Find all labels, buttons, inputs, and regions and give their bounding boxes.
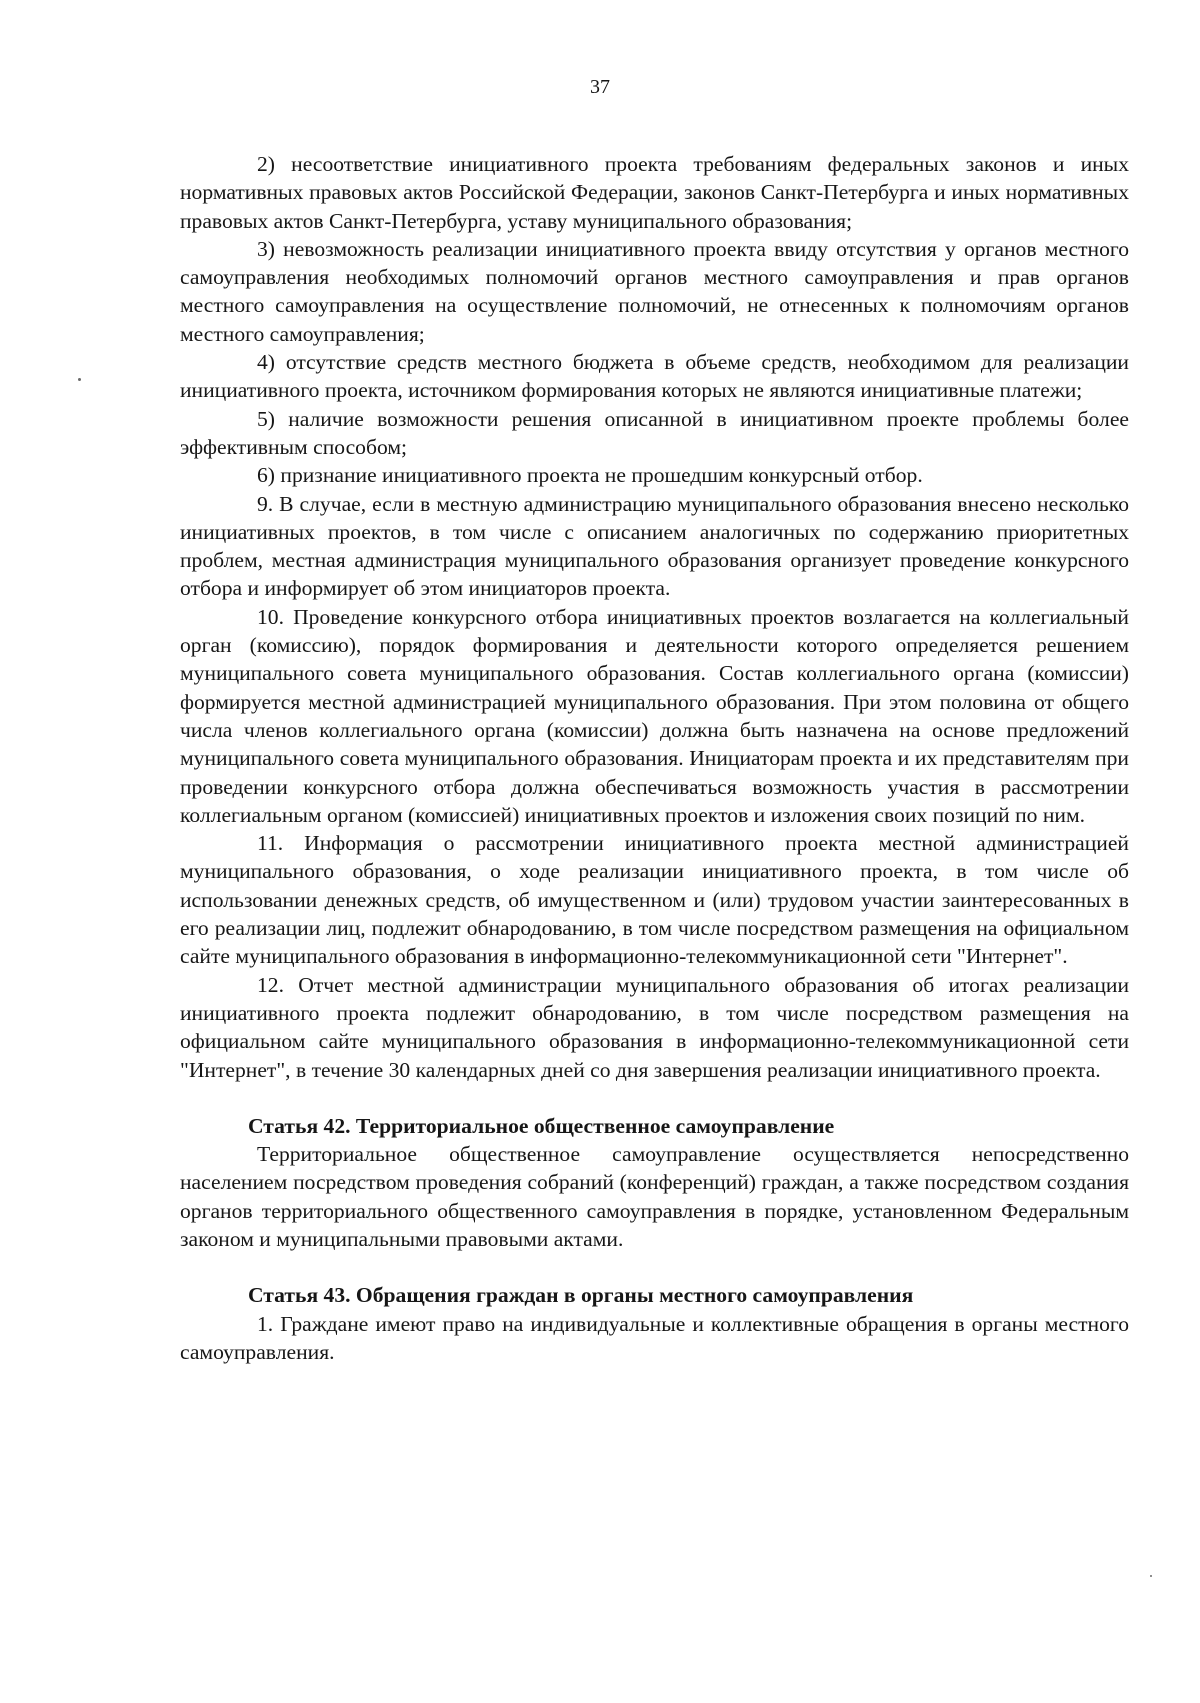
list-item: 4) отсутствие средств местного бюджета в объеме средств, необходимом для реализации инициативного проекта, источником формирования которых не являются инициативные платежи; bbox=[180, 350, 1129, 403]
page-number: 37 bbox=[590, 76, 610, 98]
list-item: 5) наличие возможности решения описанной в инициативном проекте проблемы более эффективным способом; bbox=[180, 406, 1129, 459]
article-43-text: 1. Граждане имеют право на индивидуальные и коллективные обращения в органы местного самоуправления. bbox=[180, 1311, 1129, 1364]
page-body bbox=[180, 150, 1129, 1366]
clause-10: 10. Проведение конкурсного отбора инициативных проектов возлагается на коллегиальный орган (комиссию), порядок формирования и деятельности которого определяется решением муниципального совета муниципального образования. Состав коллегиального органа (комиссии) формируется местной администрацией муниципального образования. При этом половина от общего числа членов коллегиального органа (комиссии) должна быть назначена на основе предложений муниципального совета муниципального образования. Инициаторам проекта и их представителям при проведении конкурсного отбора должна обеспечиваться возможность участия в рассмотрении коллегиальным органом (комиссией) инициативных проектов и изложения своих позиций по ним. bbox=[180, 604, 1129, 827]
article-42-text: Территориальное общественное самоуправление осуществляется непосредственно населением посредством проведения собраний (конференций) граждан, а также посредством создания органов территориального общественного самоуправления в порядке, установленном Федеральным законом и муниципальными правовыми актами. bbox=[180, 1142, 1129, 1251]
scan-speck bbox=[1150, 1575, 1152, 1577]
list-item: 6) признание инициативного проекта не прошедшим конкурсный отбор. bbox=[257, 463, 923, 488]
scan-speck bbox=[78, 378, 81, 381]
list-item: 3) невозможность реализации инициативного проекта ввиду отсутствия у органов местного самоуправления необходимых полномочий органов местного самоуправления и прав органов местного самоуправления на осуществление полномочий, не отнесенных к полномочиям органов местного самоуправления; bbox=[180, 236, 1129, 346]
article-43-heading: Статья 43. Обращения граждан в органы местного самоуправления bbox=[248, 1283, 914, 1308]
clause-9: 9. В случае, если в местную администрацию муниципального образования внесено несколько инициативных проектов, в том числе с описанием аналогичных по содержанию приоритетных проблем, местная администрация муниципального образования организует проведение конкурсного отбора и информирует об этом инициаторов проекта. bbox=[180, 491, 1129, 601]
clause-12: 12. Отчет местной администрации муниципального образования об итогах реализации инициативного проекта подлежит обнародованию, в том числе посредством размещения на официальном сайте муниципального образования в информационно-телекоммуникационной сети "Интернет", в течение 30 календарных дней со дня завершения реализации инициативного проекта. bbox=[180, 972, 1129, 1082]
clause-11: 11. Информация о рассмотрении инициативного проекта местной администрацией муниципального образования, о ходе реализации инициативного проекта, в том числе об использовании денежных средств, об имущественном и (или) трудовом участии заинтересованных в его реализации лиц, подлежит обнародованию, в том числе посредством размещения на официальном сайте муниципального образования в информационно-телекоммуникационной сети "Интернет". bbox=[180, 831, 1129, 969]
article-42-heading: Статья 42. Территориальное общественное самоуправление bbox=[248, 1113, 835, 1138]
list-item: 2) несоответствие инициативного проекта требованиям федеральных законов и иных нормативных правовых актов Российской Федерации, законов Санкт-Петербурга и иных нормативных правовых актов Санкт-Петербурга, уставу муниципального образования; bbox=[180, 152, 1129, 233]
